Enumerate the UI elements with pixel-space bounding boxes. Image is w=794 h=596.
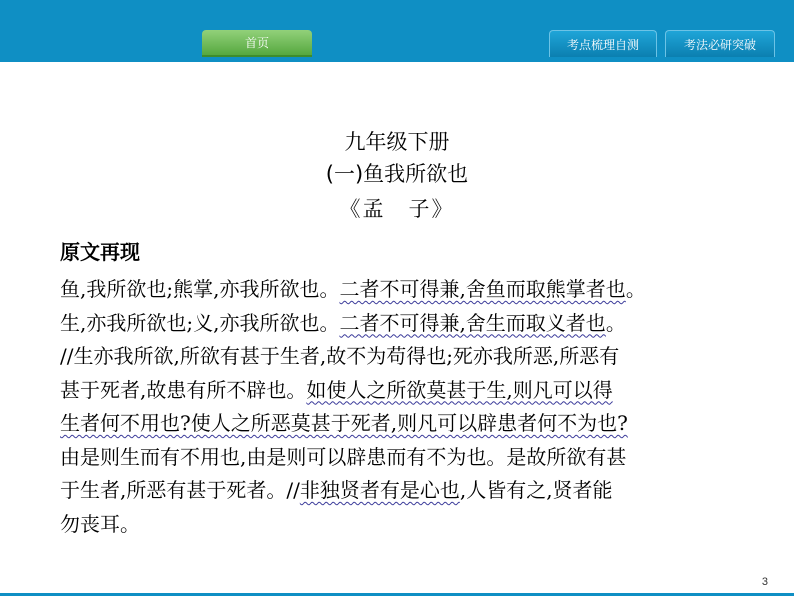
text-line — [60, 273, 750, 307]
home-tab[interactable]: 首页 — [202, 30, 312, 57]
text-line — [60, 374, 750, 408]
text-line — [60, 307, 750, 341]
lesson-title: (一)鱼我所欲也 — [325, 162, 469, 186]
text-segment: 。 — [625, 277, 646, 301]
text-segment: 鱼,我所欲也;熊掌,亦我所欲也。 — [60, 277, 340, 301]
author-title: 《孟 子》 — [339, 197, 455, 221]
tab-review-self-test[interactable]: 考点梳理自测 — [549, 30, 657, 57]
underlined-phrase: 非独贤者有是心也 — [299, 478, 460, 502]
page-number: 3 — [761, 576, 768, 588]
text-line — [60, 407, 750, 441]
underlined-phrase: 二者不可得兼,舍生而取义者也 — [339, 310, 606, 335]
text-segment: 。 — [605, 310, 626, 335]
text-segment: //生亦我所欲,所欲有甚于生者,故不为苟得也;死亦我所恶,所恶有 — [60, 344, 620, 368]
text-line — [60, 474, 750, 508]
text-segment: 勿丧耳。 — [60, 511, 140, 536]
text-segment: 于生者,所恶有甚于死者。// — [60, 478, 300, 502]
text-segment: ,人皆有之,贤者能 — [459, 478, 613, 502]
text-line — [60, 441, 750, 475]
text-segment: 由是则生而有不用也,由是则可以辟患而有不为也。是故所欲有甚 — [60, 444, 627, 469]
section-heading: 原文再现 — [60, 240, 140, 264]
grade-title: 九年级下册 — [344, 130, 450, 154]
text-line — [60, 340, 750, 374]
tab-method-breakthrough[interactable]: 考法必研突破 — [665, 30, 775, 57]
text-segment: 生,亦我所欲也;义,亦我所欲也。 — [60, 310, 340, 335]
text-segment: 甚于死者,故患有所不辟也。 — [60, 377, 307, 402]
text-line — [60, 508, 750, 542]
underlined-phrase: 生者何不用也?使人之所恶莫甚于死者,则凡可以辟患者何不为也? — [60, 411, 628, 435]
original-text — [60, 273, 750, 541]
underlined-phrase: 如使人之所欲莫甚于生,则凡可以得 — [306, 377, 613, 402]
underlined-phrase: 二者不可得兼,舍鱼而取熊掌者也 — [339, 277, 626, 301]
